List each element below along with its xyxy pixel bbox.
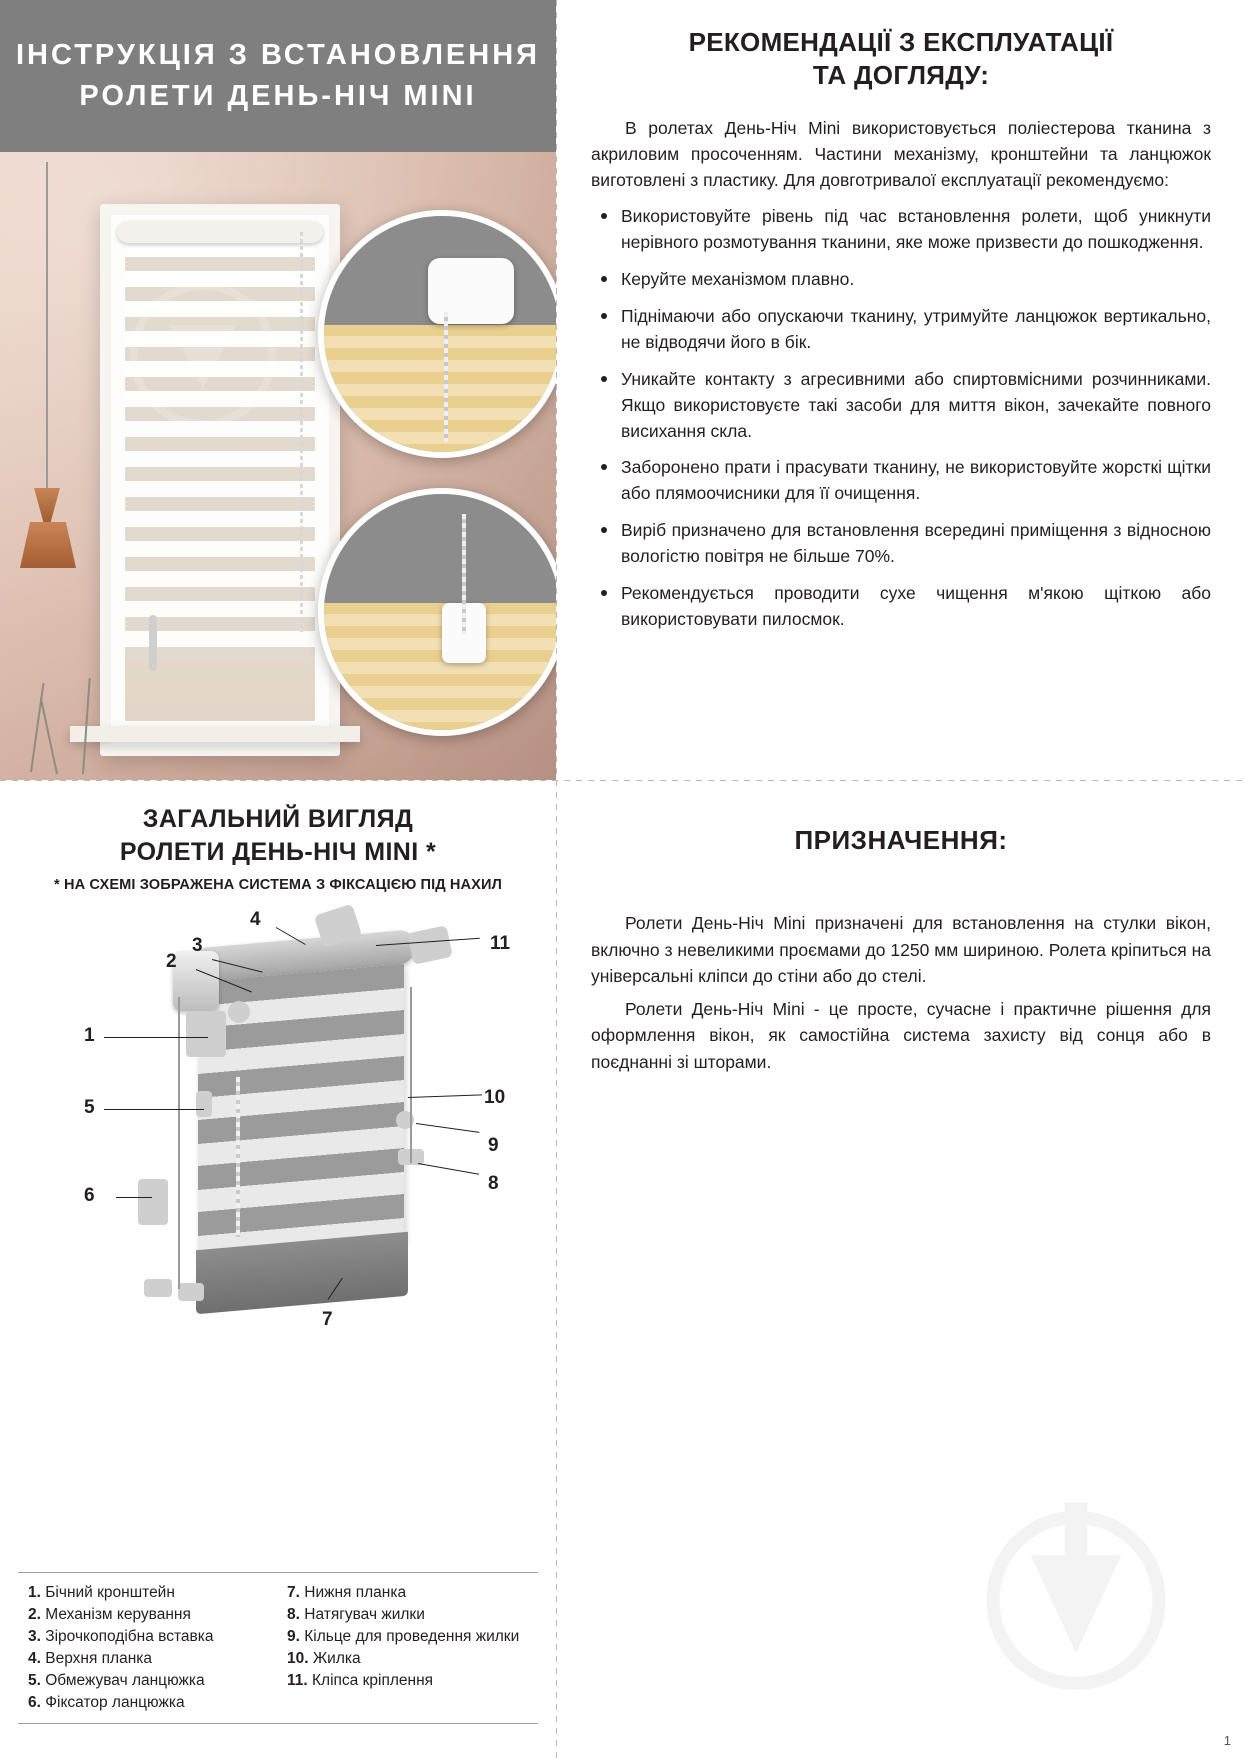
leader-line (104, 1109, 204, 1110)
chain-holder (138, 1179, 168, 1225)
leader-line (416, 1123, 480, 1133)
legend-text: Кільце для проведення жилки (304, 1628, 520, 1645)
exploded-diagram (18, 901, 538, 1401)
callout-10: 10 (484, 1087, 506, 1108)
legend-item (287, 1604, 528, 1626)
callout-5: 5 (84, 1097, 95, 1118)
leader-line (408, 1094, 482, 1098)
legend-item (28, 1582, 269, 1604)
purpose-title: ПРИЗНАЧЕННЯ: (794, 825, 1008, 855)
purpose-paragraph-1: Ролети День-Ніч Mini призначені для встановлення на стулки вікон, включно з невеликими проємами до 1250 мм шириною. Ролета кріпиться на універсальні кліпси до стіни або до стелі. (591, 913, 1211, 987)
fabric-grey-band (324, 494, 556, 603)
recommendations-title-line2: ТА ДОГЛЯДУ: (812, 60, 990, 91)
legend-text: Фіксатор ланцюжка (45, 1694, 185, 1711)
leader-line (104, 1037, 208, 1038)
decor-plant (10, 672, 160, 780)
legend-item (28, 1626, 269, 1648)
recommendations-list (591, 204, 1211, 632)
leader-line (418, 1163, 479, 1175)
legend-item (287, 1648, 528, 1670)
install-title-line2: РОЛЕТИ ДЕНЬ-НІЧ MINI (79, 80, 477, 112)
legend-num: 10. (287, 1650, 309, 1667)
bottom-fixing (178, 1283, 204, 1301)
lamp-cord (46, 162, 48, 522)
callout-2: 2 (166, 951, 177, 972)
legend-num: 4. (28, 1650, 41, 1667)
legend-text: Натягувач жилки (304, 1606, 425, 1623)
general-view-title-line2: РОЛЕТИ ДЕНЬ-НІЧ MINI * (119, 837, 437, 866)
list-item: Використовуйте рівень під час встановлення ролети, щоб уникнути нерівного розмотування тканини, яке може призвести до пошкодження. (591, 204, 1211, 256)
list-item: Уникайте контакту з агресивними або спиртовмісними розчинниками. Якщо використовуєте такі засоби для миття вікон, зачекайте повного висихання скла. (591, 367, 1211, 445)
watermark-logo (981, 1491, 1171, 1696)
window-handle (149, 615, 157, 671)
section-recommendations (557, 0, 1245, 780)
bead-chain (462, 514, 466, 634)
list-item: Піднімаючи або опускаючи тканину, утримуйте ланцюжок вертикально, не відводячи його в бік. (591, 304, 1211, 356)
legend-num: 9. (287, 1628, 300, 1645)
bottom-fixing (144, 1279, 172, 1297)
legend-text: Кліпса кріплення (312, 1672, 434, 1689)
purpose-paragraph-2: Ролети День-Ніч Mini - це просте, сучасне і практичне рішення для оформлення вікон, як самостійна система захисту від сонця або в поєднанні зі шторами. (591, 998, 1211, 1072)
section-install-instruction (0, 0, 556, 780)
detail-photo-tensioner (318, 488, 556, 736)
legend-num: 11. (287, 1672, 308, 1689)
general-view-subtitle: * НА СХЕМІ ЗОБРАЖЕНА СИСТЕМА З ФІКСАЦІЄЮ ПІД НАХИЛ (54, 877, 502, 893)
control-mechanism (186, 1011, 226, 1057)
parts-legend (18, 1572, 538, 1724)
legend-num: 1. (28, 1584, 41, 1601)
legend-item (28, 1670, 269, 1692)
legend-item (28, 1648, 269, 1670)
install-photo (0, 152, 556, 780)
legend-num: 7. (287, 1584, 300, 1601)
legend-item (287, 1670, 528, 1692)
legend-num: 6. (28, 1694, 41, 1711)
recommendations-intro: В ролетах День-Ніч Mini використовується поліестерова тканина з акриловим просоченням. Частини механізму, кронштейни та ланцюжок виготовлені з пластику. Для довготривалої експлуатації рекомендуємо: (591, 117, 1211, 191)
legend-text: Обмежувач ланцюжка (45, 1672, 205, 1689)
callout-6: 6 (84, 1185, 95, 1206)
mounting-clip (407, 925, 453, 965)
plant-stem (82, 678, 91, 774)
list-item: Рекомендується проводити сухе чищення м'якою щіткою або використовувати пилосмок. (591, 581, 1211, 633)
bead-chain (236, 1077, 240, 1237)
leader-line (116, 1197, 152, 1198)
blind-top-rail (117, 221, 323, 243)
legend-text: Верхня планка (45, 1650, 153, 1667)
legend-text: Зірочкоподібна вставка (45, 1628, 214, 1645)
list-item: Виріб призначено для встановлення всередині приміщення з відносною вологістю повітря не більше 70%. (591, 518, 1211, 570)
legend-item (287, 1626, 528, 1648)
page-number: 1 (1223, 1733, 1231, 1748)
callout-4: 4 (250, 909, 261, 930)
legend-num: 2. (28, 1606, 41, 1623)
callout-7: 7 (322, 1309, 333, 1330)
side-line (410, 987, 412, 1163)
callout-1: 1 (84, 1025, 95, 1046)
section-general-view (0, 781, 556, 1758)
legend-item (28, 1604, 269, 1626)
legend-item (28, 1692, 269, 1714)
legend-text: Нижня планка (304, 1584, 407, 1601)
callout-8: 8 (488, 1173, 499, 1194)
callout-3: 3 (192, 935, 203, 956)
list-item: Керуйте механізмом плавно. (591, 267, 1211, 293)
general-view-title (18, 803, 538, 868)
callout-9: 9 (488, 1135, 499, 1156)
list-item: Заборонено прати і прасувати тканину, не використовуйте жорсткі щітки або плямоочисники для її очищення. (591, 455, 1211, 507)
recommendations-title-line1: РЕКОМЕНДАЦІЇ З ЕКСПЛУАТАЦІЇ (688, 27, 1114, 57)
section-purpose (557, 781, 1245, 1758)
control-chain (300, 232, 303, 632)
install-title-line1: ІНСТРУКЦІЯ З ВСТАНОВЛЕННЯ (15, 39, 541, 71)
bead-chain (444, 312, 448, 442)
legend-column-left (28, 1582, 269, 1714)
plant-stem (30, 683, 45, 772)
recommendations-title (591, 26, 1211, 93)
legend-text: Механізм керування (45, 1606, 191, 1623)
legend-text: Жилка (312, 1650, 361, 1667)
chain-limiter (196, 1091, 212, 1117)
detail-photo-mechanism (318, 210, 556, 458)
control-mechanism-part (428, 258, 514, 324)
legend-column-right (287, 1582, 528, 1714)
plant-stem (40, 697, 58, 774)
general-view-title-line1: ЗАГАЛЬНИЙ ВИГЛЯД (142, 805, 414, 833)
callout-11: 11 (490, 933, 511, 954)
legend-item (287, 1582, 528, 1604)
legend-text: Бічний кронштейн (45, 1584, 175, 1601)
star-insert (228, 1001, 250, 1023)
install-title-bar (0, 0, 556, 152)
legend-num: 3. (28, 1628, 41, 1645)
side-line (178, 997, 180, 1289)
watermark-logo (128, 280, 278, 430)
legend-num: 8. (287, 1606, 300, 1623)
legend-num: 5. (28, 1672, 41, 1689)
